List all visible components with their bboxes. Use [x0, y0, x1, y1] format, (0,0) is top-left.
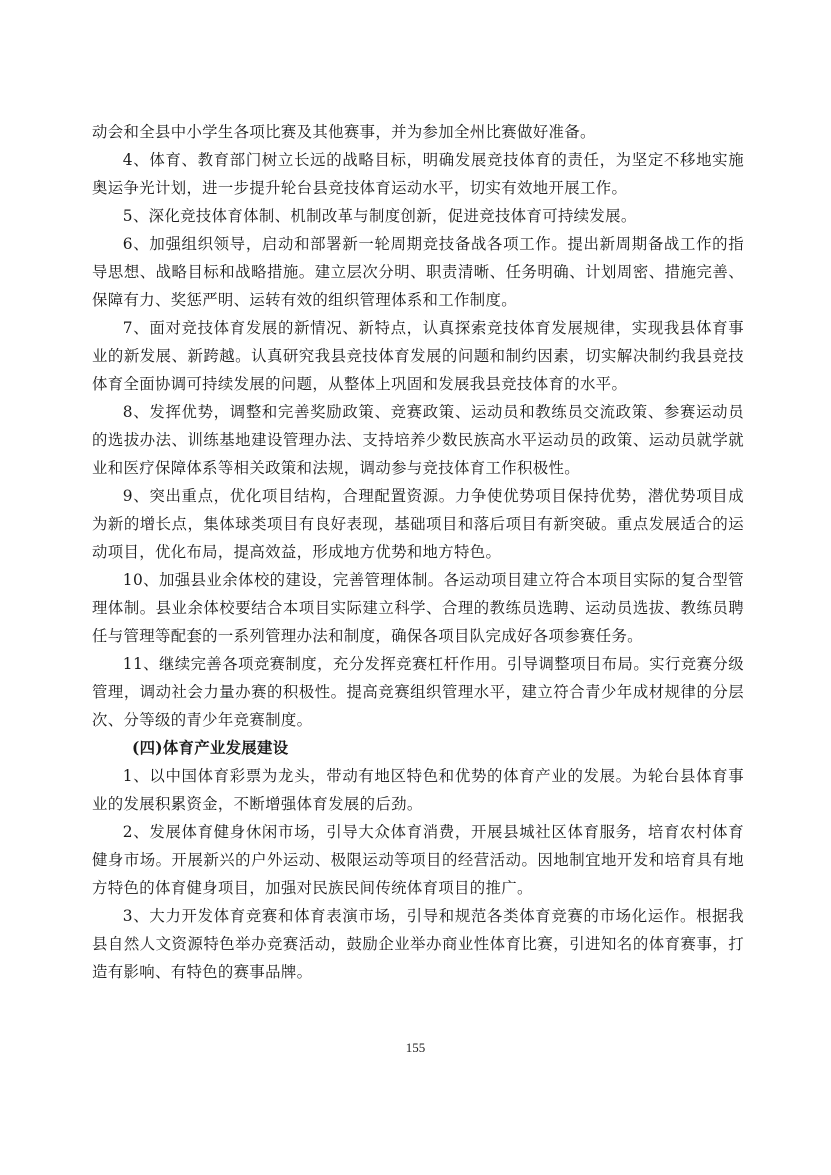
paragraph-item-10: 10、加强县业余体校的建设，完善管理体制。各运动项目建立符合本项目实际的复合型管理体制。县业余体校要结合本项目实际建立科学、合理的教练员选聘、运动员选拔、教练员聘任与管理等配套的一系列管理办法和制度，确保各项目队完成好各项参赛任务。: [92, 571, 744, 645]
paragraph-continuation: 动会和全县中小学生各项比赛及其他赛事，并为参加全州比赛做好准备。: [92, 123, 596, 141]
paragraph-item-8: 8、发挥优势，调整和完善奖励政策、竞赛政策、运动员和教练员交流政策、参赛运动员的选拔办法、训练基地建设管理办法、支持培养少数民族高水平运动员的政策、运动员就学就业和医疗保障体系等相关政策和法规，调动参与竞技体育工作积极性。: [92, 403, 744, 477]
page-number: 155: [405, 1040, 426, 1055]
section-paragraph-2: 2、发展体育健身休闲市场，引导大众体育消费，开展县城社区体育服务，培育农村体育健身市场。开展新兴的户外运动、极限运动等项目的经营活动。因地制宜地开发和培育具有地方特色的体育健身项目，加强对民族民间传统体育项目的推广。: [92, 823, 744, 897]
section-heading: (四)体育产业发展建设: [132, 739, 289, 757]
document-body: [92, 118, 744, 986]
section-paragraph-1: 1、以中国体育彩票为龙头，带动有地区特色和优势的体育产业的发展。为轮台县体育事业的发展积累资金，不断增强体育发展的后劲。: [92, 767, 744, 813]
paragraph-item-7: 7、面对竞技体育发展的新情况、新特点，认真探索竞技体育发展规律，实现我县体育事业的新发展、新跨越。认真研究我县竞技体育发展的问题和制约因素，切实解决制约我县竞技体育全面协调可持续发展的问题，从整体上巩固和发展我县竞技体育的水平。: [92, 319, 744, 393]
paragraph-item-9: 9、突出重点，优化项目结构，合理配置资源。力争使优势项目保持优势，潜优势项目成为新的增长点，集体球类项目有良好表现，基础项目和落后项目有新突破。重点发展适合的运动项目，优化布局，提高效益，形成地方优势和地方特色。: [92, 487, 744, 561]
paragraph-item-11: 11、继续完善各项竞赛制度，充分发挥竞赛杠杆作用。引导调整项目布局。实行竞赛分级管理，调动社会力量办赛的积极性。提高竞赛组织管理水平，建立符合青少年成材规律的分层次、分等级的青少年竞赛制度。: [92, 655, 744, 729]
paragraph-item-6: 6、加强组织领导，启动和部署新一轮周期竞技备战各项工作。提出新周期备战工作的指导思想、战略目标和战略措施。建立层次分明、职责清晰、任务明确、计划周密、措施完善、保障有力、奖惩严明、运转有效的组织管理体系和工作制度。: [92, 235, 744, 309]
paragraph-item-4: 4、体育、教育部门树立长远的战略目标，明确发展竞技体育的责任，为坚定不移地实施奥运争光计划，进一步提升轮台县竞技体育运动水平，切实有效地开展工作。: [92, 151, 744, 197]
paragraph-item-5: 5、深化竞技体育体制、机制改革与制度创新，促进竞技体育可持续发展。: [122, 207, 637, 225]
section-paragraph-3: 3、大力开发体育竞赛和体育表演市场，引导和规范各类体育竞赛的市场化运作。根据我县自然人文资源特色举办竞赛活动，鼓励企业举办商业性体育比赛，引进知名的体育赛事，打造有影响、有特色的赛事品牌。: [92, 907, 744, 981]
